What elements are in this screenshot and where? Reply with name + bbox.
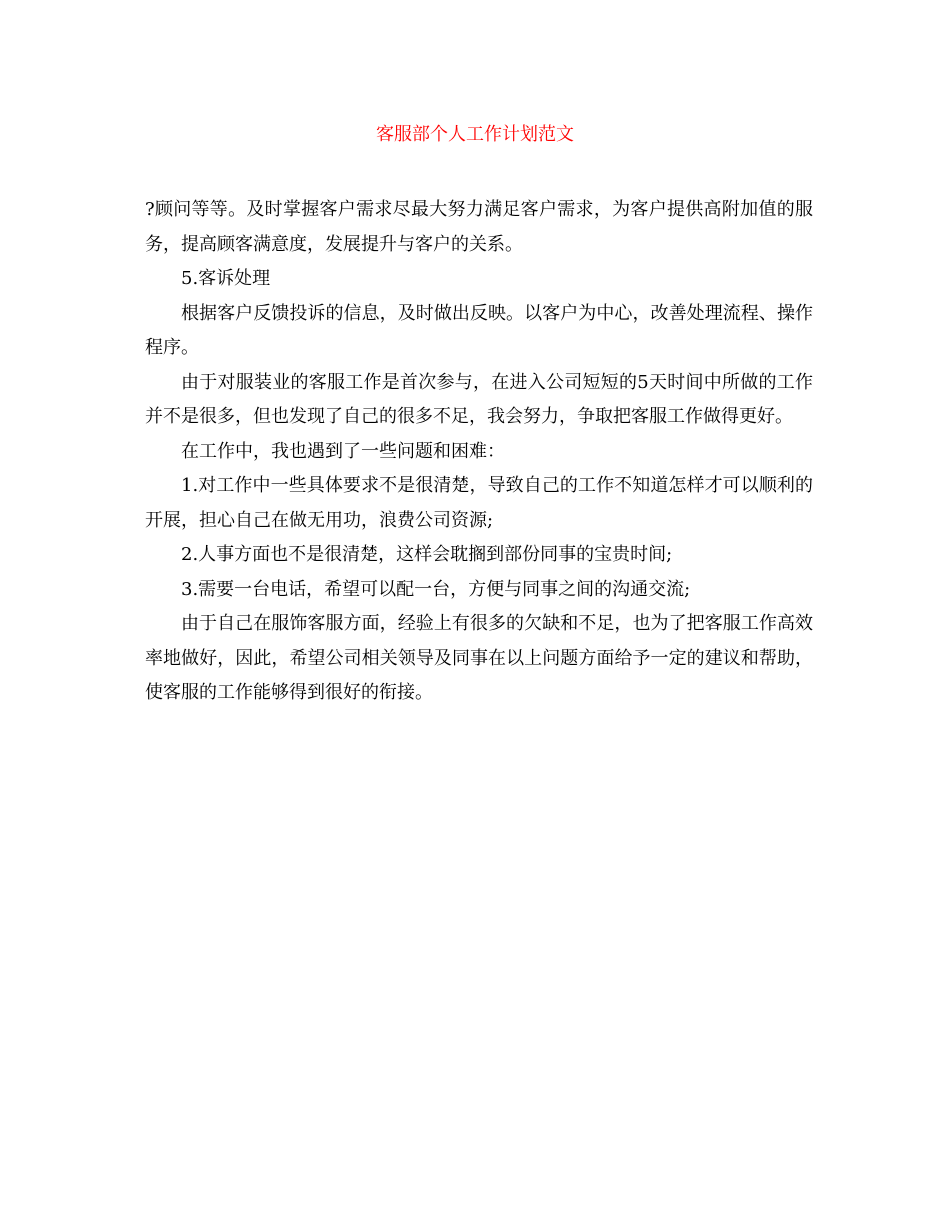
paragraph: ?顾问等等。及时掌握客户需求尽最大努力满足客户需求，为客户提供高附加值的服务，提高顾客满意度，发展提升与客户的关系。 xyxy=(145,199,813,255)
document-title: 客服部个人工作计划范文 xyxy=(376,124,574,145)
paragraph: 1.对工作中一些具体要求不是很清楚，导致自己的工作不知道怎样才可以顺利的开展，担心自己在做无用功，浪费公司资源; xyxy=(145,475,813,531)
paragraph: 2.人事方面也不是很清楚，这样会耽搁到部份同事的宝贵时间; xyxy=(181,544,673,565)
paragraph: 3.需要一台电话，希望可以配一台，方便与同事之间的沟通交流; xyxy=(181,578,691,600)
paragraph: 由于自己在服饰客服方面，经验上有很多的欠缺和不足，也为了把客服工作高效率地做好，因此，希望公司相关领导及同事在以上问题方面给予一定的建议和帮助，使客服的工作能够得到很好的衔接。 xyxy=(145,613,813,703)
document-body xyxy=(145,193,813,711)
paragraph: 根据客户反馈投诉的信息，及时做出反映。以客户为中心，改善处理流程、操作程序。 xyxy=(145,302,813,358)
paragraph: 由于对服装业的客服工作是首次参与，在进入公司短短的5天时间中所做的工作并不是很多，但也发现了自己的很多不足，我会努力，争取把客服工作做得更好。 xyxy=(145,371,813,427)
paragraph: 在工作中，我也遇到了一些问题和困难： xyxy=(181,440,505,462)
paragraph: 5.客诉处理 xyxy=(181,268,271,289)
